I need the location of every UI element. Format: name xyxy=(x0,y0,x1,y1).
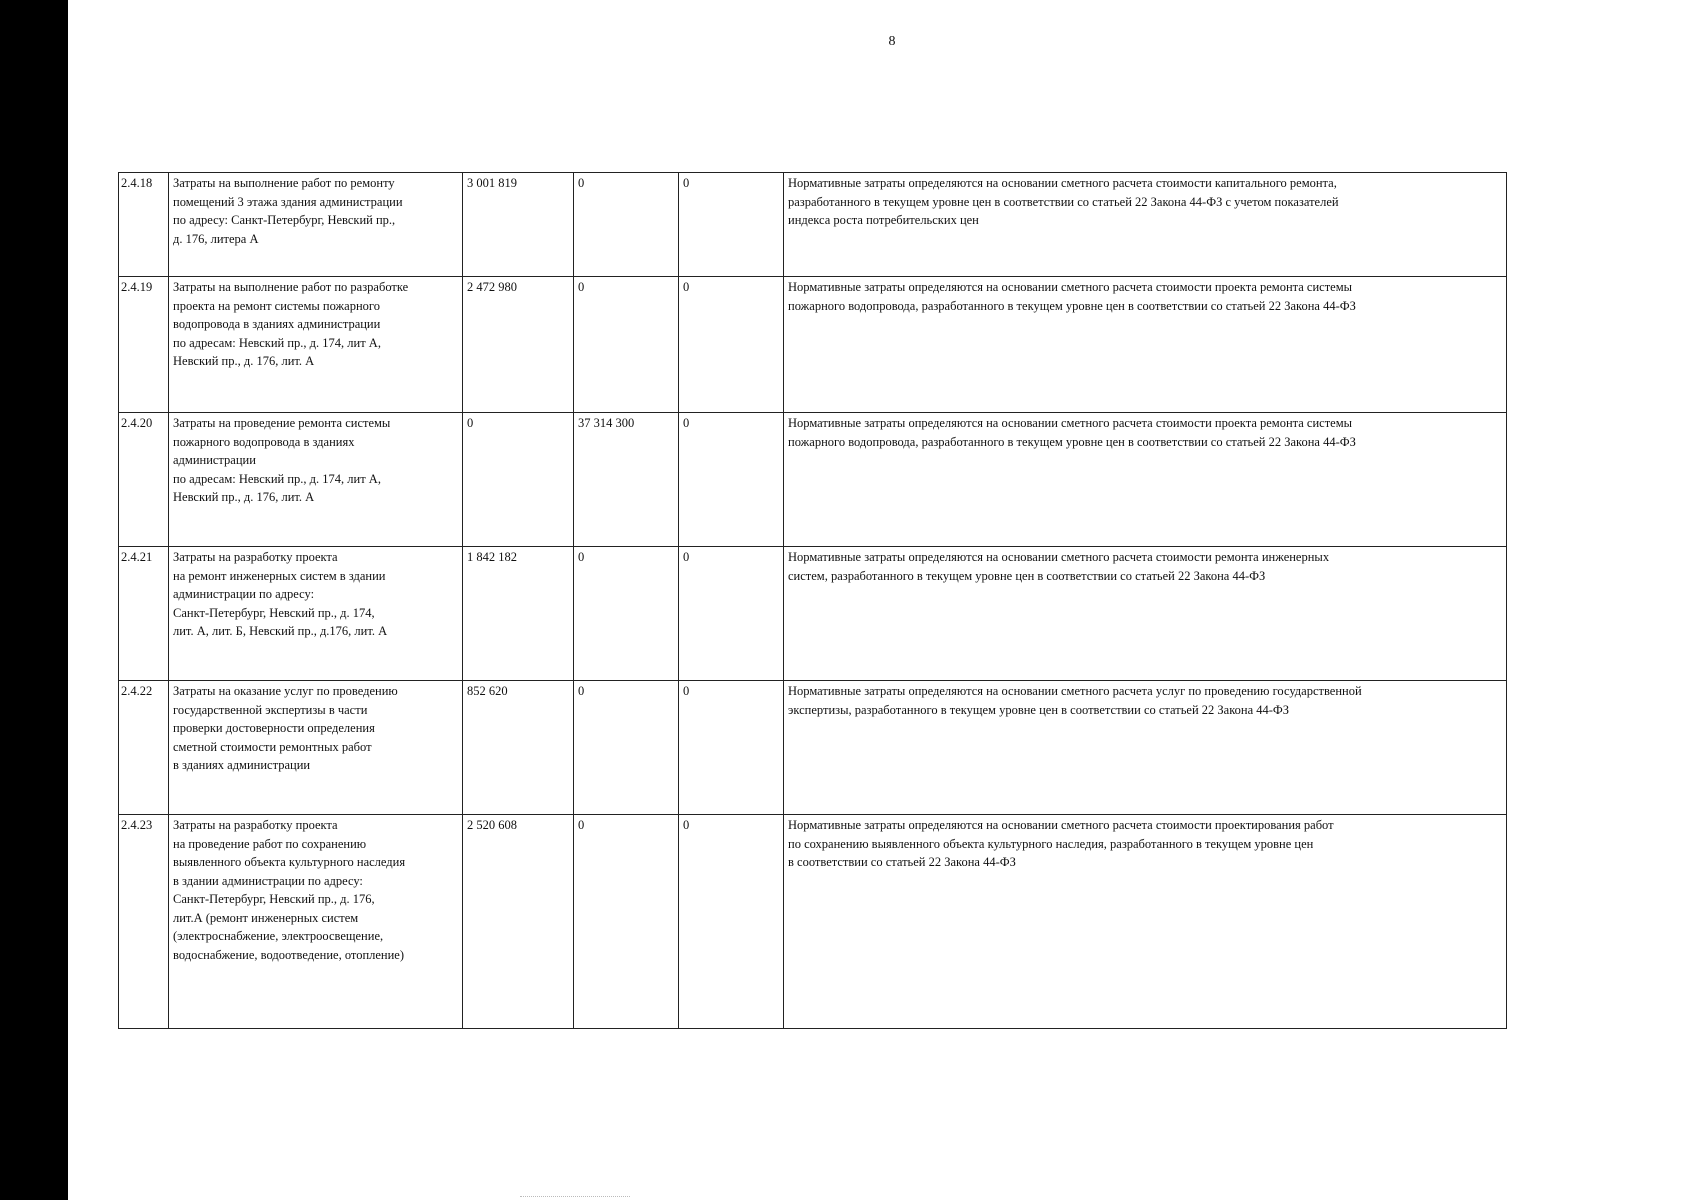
amount-year-3: 0 xyxy=(679,173,784,277)
cost-item-name: Затраты на выполнение работ по разработке проекта на ремонт системы пожарного водопровода в зданиях администрации по адресам: Невский пр., д. 174, лит А, Невский пр., д. 176, лит. А xyxy=(169,277,463,413)
amount-year-2: 0 xyxy=(574,681,679,815)
calculation-note: Нормативные затраты определяются на основании сметного расчета стоимости проектирования работ по сохранению выявленного объекта культурного наследия, разработанного в текущем уровне цен в соответствии со статьей 22 Закона 44-ФЗ xyxy=(784,815,1507,1029)
amount-year-3: 0 xyxy=(679,277,784,413)
amount-year-1: 0 xyxy=(463,413,574,547)
cost-item-name: Затраты на оказание услуг по проведению государственной экспертизы в части проверки достоверности определения сметной стоимости ремонтных работ в зданиях администрации xyxy=(169,681,463,815)
scan-black-border xyxy=(0,0,68,1200)
amount-year-1: 852 620 xyxy=(463,681,574,815)
table-row xyxy=(119,681,1507,815)
table-row xyxy=(119,173,1507,277)
amount-year-3: 0 xyxy=(679,681,784,815)
amount-year-2: 0 xyxy=(574,277,679,413)
amount-year-2: 0 xyxy=(574,815,679,1029)
cost-item-name: Затраты на проведение ремонта системы пожарного водопровода в зданиях администрации по адресам: Невский пр., д. 174, лит А, Невский пр., д. 176, лит. А xyxy=(169,413,463,547)
row-number: 2.4.21 xyxy=(119,547,169,681)
row-number: 2.4.23 xyxy=(119,815,169,1029)
table-row xyxy=(119,815,1507,1029)
row-number: 2.4.19 xyxy=(119,277,169,413)
scan-speckle xyxy=(520,1196,630,1198)
cost-item-name: Затраты на разработку проекта на ремонт инженерных систем в здании администрации по адресу: Санкт-Петербург, Невский пр., д. 174, лит. А, лит. Б, Невский пр., д.176, лит. А xyxy=(169,547,463,681)
page-number: 8 xyxy=(888,34,896,49)
table-row xyxy=(119,413,1507,547)
amount-year-2: 0 xyxy=(574,173,679,277)
cost-item-name: Затраты на выполнение работ по ремонту помещений 3 этажа здания администрации по адресу: Санкт-Петербург, Невский пр., д. 176, литера А xyxy=(169,173,463,277)
amount-year-3: 0 xyxy=(679,413,784,547)
calculation-note: Нормативные затраты определяются на основании сметного расчета стоимости ремонта инженерных систем, разработанного в текущем уровне цен в соответствии со статьей 22 Закона 44-ФЗ xyxy=(784,547,1507,681)
amount-year-1: 2 472 980 xyxy=(463,277,574,413)
table-row xyxy=(119,547,1507,681)
cost-norms-table xyxy=(118,172,1507,1029)
amount-year-1: 1 842 182 xyxy=(463,547,574,681)
cost-item-name: Затраты на разработку проекта на проведение работ по сохранению выявленного объекта культурного наследия в здании администрации по адресу: Санкт-Петербург, Невский пр., д. 176, лит.А (ремонт инженерных систем (электроснабжение, электроосвещение, водоснабжение, водоотведение, отопление) xyxy=(169,815,463,1029)
amount-year-1: 2 520 608 xyxy=(463,815,574,1029)
row-number: 2.4.22 xyxy=(119,681,169,815)
amount-year-3: 0 xyxy=(679,815,784,1029)
row-number: 2.4.18 xyxy=(119,173,169,277)
amount-year-1: 3 001 819 xyxy=(463,173,574,277)
calculation-note: Нормативные затраты определяются на основании сметного расчета стоимости проекта ремонта системы пожарного водопровода, разработанного в текущем уровне цен в соответствии со статьей 22 Закона 44-ФЗ xyxy=(784,413,1507,547)
calculation-note: Нормативные затраты определяются на основании сметного расчета стоимости капитального ремонта, разработанного в текущем уровне цен в соответствии со статьей 22 Закона 44-ФЗ с учетом показателей индекса роста потребительских цен xyxy=(784,173,1507,277)
amount-year-2: 0 xyxy=(574,547,679,681)
amount-year-2: 37 314 300 xyxy=(574,413,679,547)
calculation-note: Нормативные затраты определяются на основании сметного расчета услуг по проведению государственной экспертизы, разработанного в текущем уровне цен в соответствии со статьей 22 Закона 44-ФЗ xyxy=(784,681,1507,815)
table-row xyxy=(119,277,1507,413)
amount-year-3: 0 xyxy=(679,547,784,681)
row-number: 2.4.20 xyxy=(119,413,169,547)
calculation-note: Нормативные затраты определяются на основании сметного расчета стоимости проекта ремонта системы пожарного водопровода, разработанного в текущем уровне цен в соответствии со статьей 22 Закона 44-ФЗ xyxy=(784,277,1507,413)
